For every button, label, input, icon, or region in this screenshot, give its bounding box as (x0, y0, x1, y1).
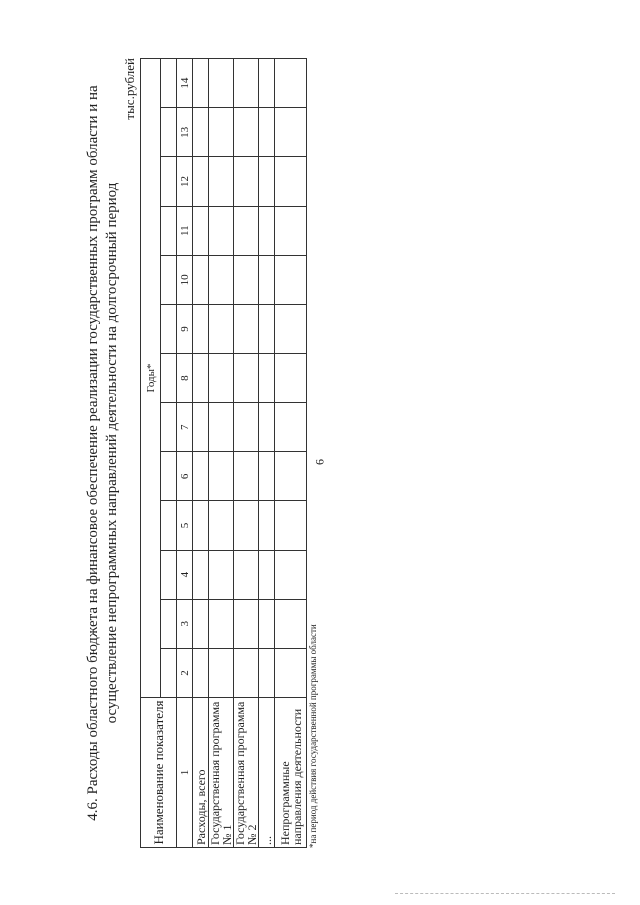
col-number: 4 (177, 550, 193, 599)
scan-artifact (395, 893, 615, 896)
col-number: 11 (177, 206, 193, 255)
rotated-page-content (60, 58, 570, 848)
col-number: 3 (177, 599, 193, 648)
col-number: 13 (177, 108, 193, 157)
col-number: 8 (177, 354, 193, 403)
row-label: Государственная программа № 2 (234, 698, 259, 848)
units-label: тыс.рублей (122, 58, 137, 120)
col-number: 2 (177, 648, 193, 697)
heading-line-1: 4.6. Расходы областного бюджета на финансовое обеспечение реализации государственных программ области и на (85, 85, 101, 821)
section-heading (84, 58, 122, 848)
heading-line-2: осуществление непрограммных направлений деятельности на долгосрочный период (104, 182, 120, 724)
page-number: 6 (312, 459, 327, 465)
column-number-row (177, 59, 193, 848)
col-number: 10 (177, 255, 193, 304)
row-label: Расходы, всего (193, 698, 209, 848)
header-row-years (141, 59, 161, 848)
years-header: Годы* (141, 59, 161, 698)
table-row (275, 59, 307, 848)
table-row (209, 59, 234, 848)
row-label: ... (259, 698, 275, 848)
col-number: 1 (177, 698, 193, 848)
row-label: Государственная программа № 1 (209, 698, 234, 848)
footnote: *на период действия государственной программы области (308, 624, 318, 848)
table-row (234, 59, 259, 848)
col-number: 14 (177, 59, 193, 108)
col-number: 9 (177, 304, 193, 353)
row-label: Непрограммные направления деятельности (275, 698, 307, 848)
col-number: 6 (177, 452, 193, 501)
col-number: 5 (177, 501, 193, 550)
col-number: 12 (177, 157, 193, 206)
budget-table (140, 58, 307, 848)
col-number: 7 (177, 403, 193, 452)
table-row (193, 59, 209, 848)
table-row (259, 59, 275, 848)
name-header: Наименование показателя (141, 698, 177, 848)
